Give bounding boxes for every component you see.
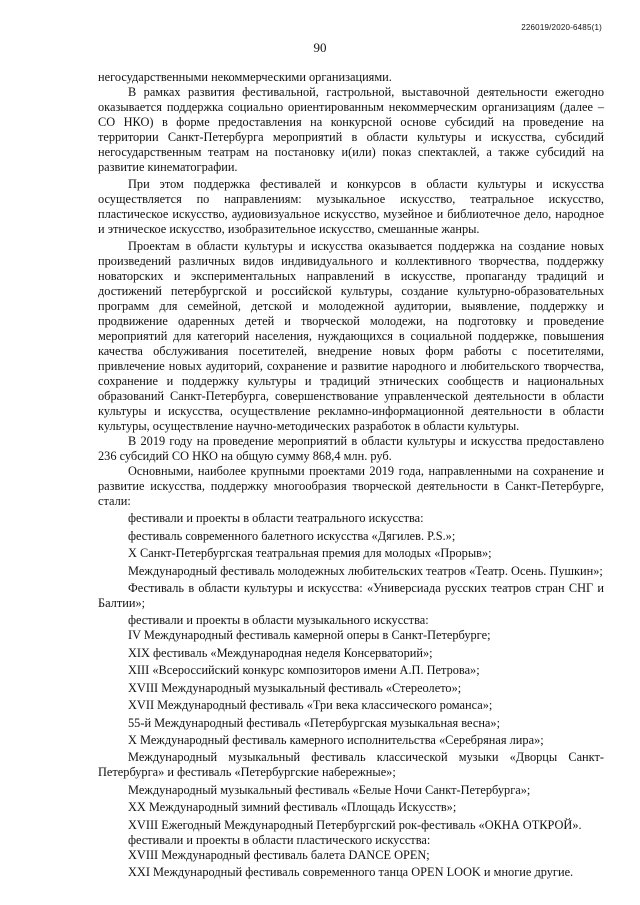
list-item: фестивали и проекты в области театрального искусства: <box>128 511 424 526</box>
list-item: X Международный фестиваль камерного исполнительства «Серебряная лира»; <box>128 733 544 748</box>
paragraph: При этом поддержка фестивалей и конкурсов в области культуры и искусства осуществляется по направлениям: музыкальное искусство, театральное искусство, пластическое искусство, аудиовизуальное искусство, музейное и библиотечное дело, народное и этническое искусство, изобразительное искусство, смешанные жанры. <box>98 177 604 237</box>
list-item: Международный музыкальный фестиваль классической музыки «Дворцы Санкт-Петербурга» и фестиваль «Петербургские набережные»; <box>98 750 604 780</box>
list-item: XXI Международный фестиваль современного танца OPEN LOOK и многие другие. <box>128 865 574 880</box>
list-item: XIX фестиваль «Международная неделя Консерваторий»; <box>128 645 433 660</box>
paragraph: В 2019 году на проведение мероприятий в области культуры и искусства предоставлено 236 субсидий СО НКО на общую сумму 868,4 млн. руб. <box>98 433 604 463</box>
list-item: XVIII Международный фестиваль балета DANCE OPEN; <box>128 847 430 862</box>
list-item: Международный фестиваль молодежных любительских театров «Театр. Осень. Пушкин»; <box>128 563 603 578</box>
list-item: XVIII Ежегодный Международный Петербургский рок-фестиваль «ОКНА ОТКРОЙ». <box>128 817 582 832</box>
list-item: 55-й Международный фестиваль «Петербургская музыкальная весна»; <box>128 715 501 730</box>
list-item: Международный музыкальный фестиваль «Белые Ночи Санкт-Петербурга»; <box>128 782 531 797</box>
list-item: XX Международный зимний фестиваль «Площадь Искусств»; <box>128 800 457 815</box>
list-item: фестиваль современного балетного искусства «Дягилев. P.S.»; <box>128 528 456 543</box>
paragraph: негосударственными некоммерческими организациями. <box>98 70 392 84</box>
document-id: 226019/2020-6485(1) <box>521 23 602 32</box>
list-item: XVIII Международный музыкальный фестиваль «Стереолето»; <box>128 680 462 695</box>
list-item: фестивали и проекты в области музыкального искусства: <box>128 613 429 628</box>
list-item: X Санкт-Петербургская театральная премия для молодых «Прорыв»; <box>128 546 492 561</box>
list-item: XIII «Всероссийский конкурс композиторов имени А.П. Петрова»; <box>128 663 480 678</box>
list-item: фестивали и проекты в области пластического искусства: <box>128 832 431 847</box>
document-body <box>98 70 604 880</box>
list-item: IV Международный фестиваль камерной оперы в Санкт-Петербурге; <box>128 628 491 643</box>
paragraph: В рамках развития фестивальной, гастрольной, выставочной деятельности ежегодно оказывается поддержка социально ориентированным некоммерческим организациям (далее – СО НКО) в форме предоставления на конкурсной основе субсидий на проведение на территории Санкт-Петербурга мероприятий в области культуры и искусства, субсидий негосударственным театрам на постановку и(или) показ спектаклей, а также субсидий на развитие кинематографии. <box>98 84 604 174</box>
list-item: XVII Международный фестиваль «Три века классического романса»; <box>128 698 493 713</box>
page-number: 90 <box>313 40 327 55</box>
paragraph: Проектам в области культуры и искусства оказывается поддержка на создание новых произведений различных видов индивидуального и коллективного творчества, поддержку новаторских и экспериментальных направлений в искусстве, пропаганду традиций и достижений петербургской и российской культуры, создание культурно-образовательных программ для семейной, детской и молодежной аудитории, выявление, поддержку и продвижение одаренных детей и творческой молодежи, на подготовку и проведение мероприятий для категорий населения, нуждающихся в социальной поддержке, повышения качества обслуживания посетителей, внедрение новых форм работы с посетителями, привлечение новых аудиторий, сохранение и развитие народного и любительского творчества, сохранение и поддержку культуры и традиций этнических сообществ и национальных образований Санкт-Петербурга, совершенствование управленческой деятельности в области культуры и искусства, осуществление рекламно-информационной деятельности в области культуры, осуществление научно-методических разработок в области культуры. <box>98 239 604 433</box>
paragraph: Основными, наиболее крупными проектами 2019 года, направленными на сохранение и развитие искусства, поддержку многообразия творческой деятельности в Санкт-Петербурге, стали: <box>98 463 604 508</box>
list-item: Фестиваль в области культуры и искусства: «Универсиада русских театров стран СНГ и Балтии»; <box>98 580 604 610</box>
